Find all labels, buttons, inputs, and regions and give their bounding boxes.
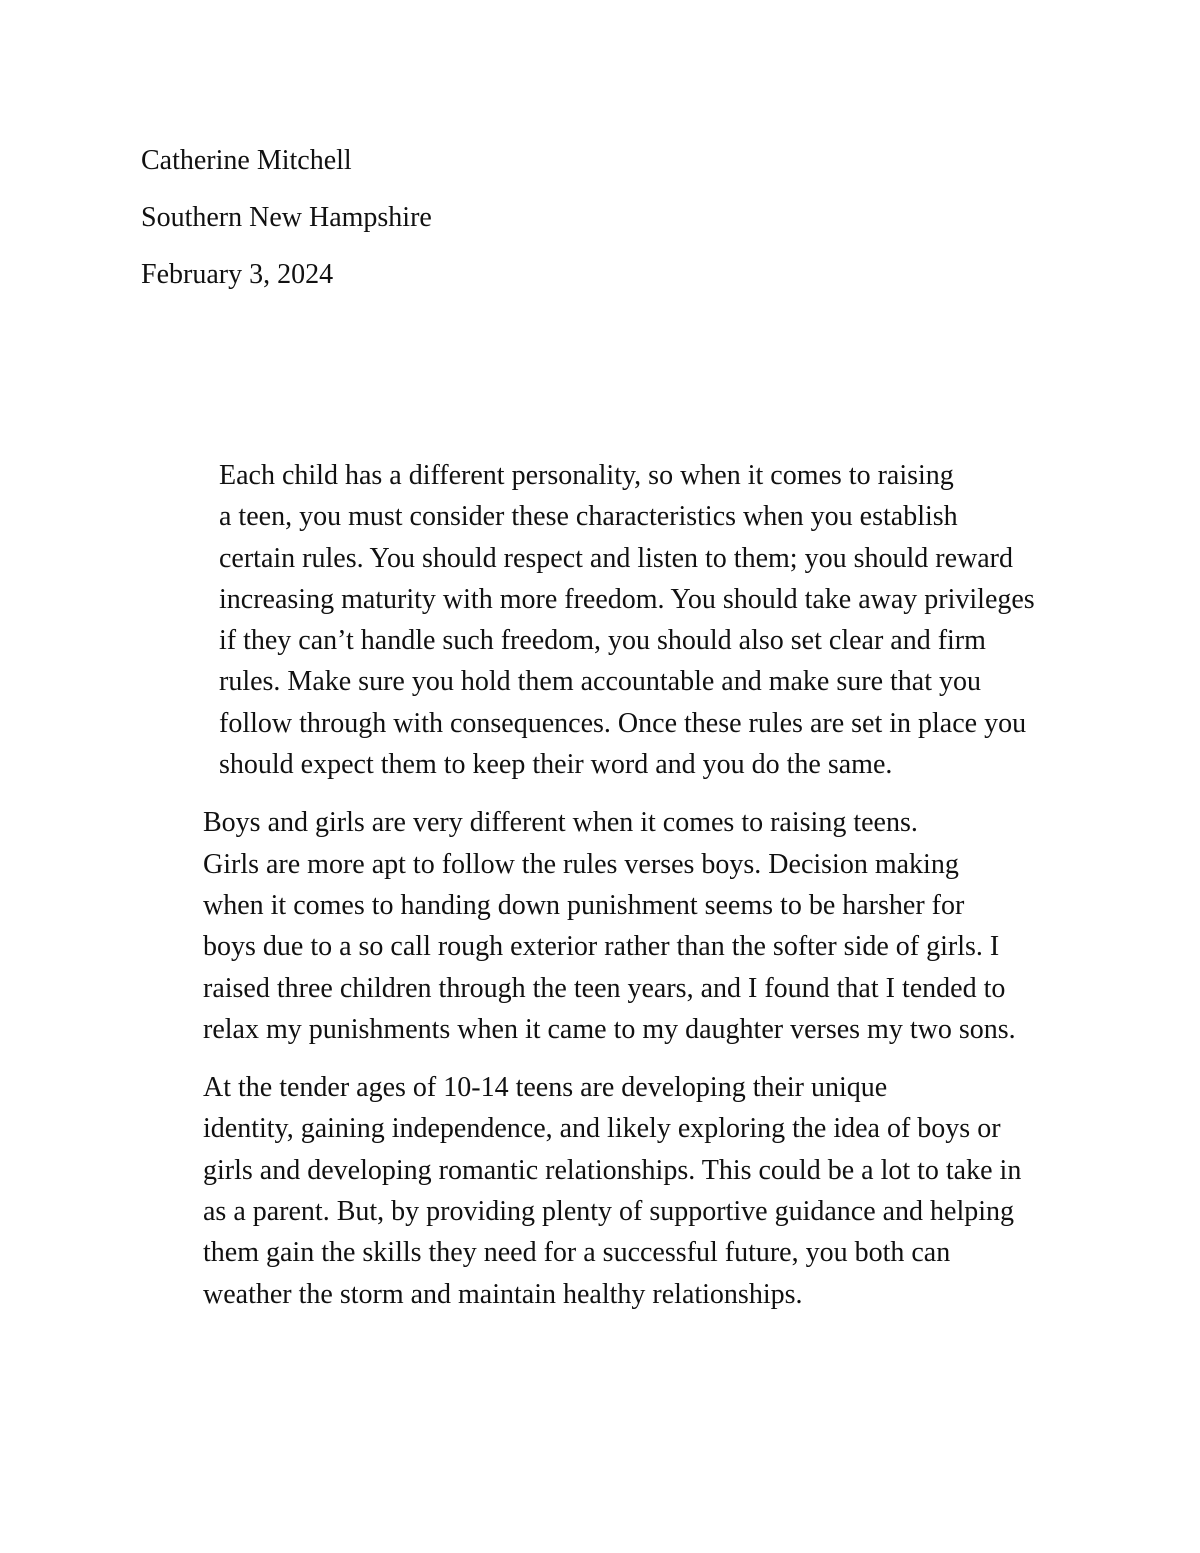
text-line: Boys and girls are very different when it comes to raising teens. (203, 807, 918, 839)
document-date: February 3, 2024 (141, 259, 334, 290)
text-line: rules. Make sure you hold them accountable and make sure that you (219, 666, 981, 698)
text-line: relax my punishments when it came to my daughter verses my two sons. (203, 1013, 1016, 1045)
paragraph-3 (141, 1067, 1076, 1315)
text-line: certain rules. You should respect and listen to them; you should reward (219, 542, 1013, 574)
text-line: weather the storm and maintain healthy relationships. (203, 1278, 803, 1310)
document-body (141, 455, 1076, 1332)
text-line: boys due to a so call rough exterior rather than the softer side of girls. I (203, 931, 1000, 963)
text-line: At the tender ages of 10-14 teens are developing their unique (203, 1072, 888, 1104)
paragraph-1 (141, 455, 1076, 785)
text-line: raised three children through the teen years, and I found that I tended to (203, 972, 1006, 1004)
text-line: when it comes to handing down punishment seems to be harsher for (203, 889, 965, 921)
text-line: increasing maturity with more freedom. You should take away privileges (219, 583, 1035, 615)
text-line: if they can’t handle such freedom, you should also set clear and firm (219, 625, 986, 657)
document-header (141, 142, 432, 313)
text-line: them gain the skills they need for a successful future, you both can (203, 1237, 951, 1269)
text-line: should expect them to keep their word and you do the same. (219, 749, 893, 781)
text-line: Each child has a different personality, so when it comes to raising (219, 460, 954, 491)
author-name: Catherine Mitchell (141, 145, 352, 176)
text-line: girls and developing romantic relationships. This could be a lot to take in (203, 1154, 1022, 1186)
text-line: as a parent. But, by providing plenty of supportive guidance and helping (203, 1196, 1015, 1228)
text-line: a teen, you must consider these characteristics when you establish (219, 501, 958, 533)
institution-name: Southern New Hampshire (141, 202, 432, 233)
text-line: Girls are more apt to follow the rules verses boys. Decision making (203, 848, 959, 880)
text-line: identity, gaining independence, and likely exploring the idea of boys or (203, 1113, 1001, 1145)
paragraph-2 (141, 802, 1076, 1050)
text-line: follow through with consequences. Once these rules are set in place you (219, 707, 1027, 739)
